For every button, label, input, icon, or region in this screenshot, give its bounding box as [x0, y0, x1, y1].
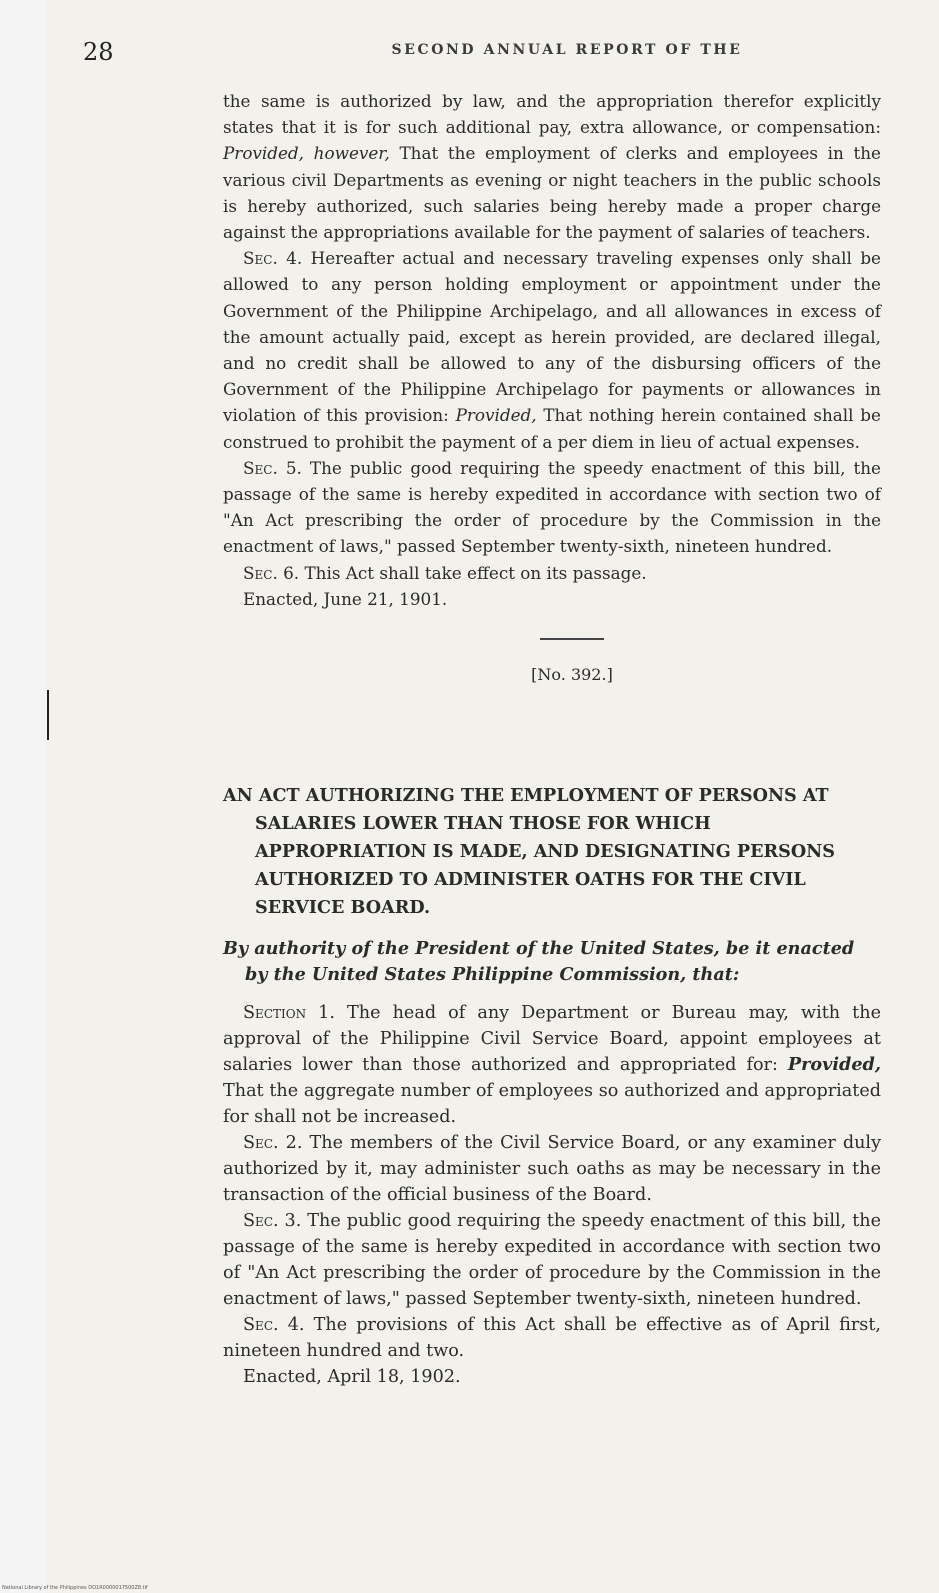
enacted-date: Enacted, April 18, 1902. [243, 1367, 461, 1387]
section-4 [223, 245, 881, 455]
document-page [47, 0, 939, 1593]
section-label: Sec. 4. [243, 1315, 305, 1335]
enacted-date: Enacted, June 21, 1901. [243, 588, 448, 609]
section-5 [223, 455, 881, 560]
section-text: The members of the Civil Service Board, or any examiner duly authorized by it, may administer such oaths as may be necessary in the transaction of the official business of the Board. [223, 1133, 882, 1205]
section-label: Sec. 5. [243, 457, 302, 478]
section-text: This Act shall take effect on its passage. [299, 562, 647, 583]
section-4 [223, 1312, 881, 1364]
section-label: Section 1. [243, 1003, 335, 1023]
section-divider [540, 638, 604, 640]
section-text: Hereafter actual and necessary traveling expenses only shall be allowed to any person holding employment or appointment under the Government of the Philippine Archipelago, and all allowances in excess of the amount actually paid, except as herein provided, are declared illegal, and no credit shall be allowed to any of the disbursing officers of the Government of the Philippine Archipelago for payments or allowances in violation of this provision: [223, 248, 881, 426]
scan-edge-mark [47, 690, 49, 740]
section-label: Sec. 2. [243, 1133, 303, 1153]
act-number: [No. 392.] [531, 665, 613, 685]
provided-phrase: Provided, [787, 1054, 881, 1075]
provided-phrase: Provided, however, [223, 143, 390, 164]
continued-act-text [223, 88, 881, 710]
scan-source-footer: National Library of the Philippines DO1R0000017500Z8.tif [2, 1585, 148, 1591]
section-text: The head of any Department or Bureau may, with the approval of the Philippine Civil Service Board, appoint employees at salaries lower than those authorized and appropriated for: [223, 1003, 881, 1075]
section-3 [223, 1208, 881, 1312]
section-2 [223, 1130, 881, 1208]
section-text: That nothing herein contained shall be construed to prohibit the payment of a per diem in lieu of actual expenses. [223, 405, 881, 452]
section-label: Sec. 3. [243, 1211, 302, 1231]
enacting-clause: By authority of the President of the United States, be it enacted by the United States Philippine Commission, that: [223, 938, 855, 985]
section-text: That the aggregate number of employees so authorized and appropriated for shall not be increased. [223, 1081, 881, 1127]
section-1 [223, 1000, 881, 1130]
section-text: The public good requiring the speedy enactment of this bill, the passage of the same is hereby expedited in accordance with section two of "An Act prescribing the order of procedure by the Commission in the enactment of laws," passed September twenty-sixth, nineteen hundred. [223, 457, 881, 557]
provided-phrase: Provided, [455, 405, 537, 426]
section-text: The public good requiring the speedy enactment of this bill, the passage of the same is hereby expedited in accordance with section two of "An Act prescribing the order of procedure by the Commission in the enactment of laws," passed September twenty-sixth, nineteen hundred. [223, 1211, 882, 1309]
section-label: Sec. 6. [243, 562, 300, 583]
running-header: SECOND ANNUAL REPORT OF THE [391, 42, 743, 58]
section-text: The provisions of this Act shall be effective as of April first, nineteen hundred and two. [223, 1315, 881, 1361]
scan-margin [0, 0, 47, 1593]
act-title: AN ACT AUTHORIZING THE EMPLOYMENT OF PERSONS AT SALARIES LOWER THAN THOSE FOR WHICH APPROPRIATION IS MADE, AND DESIGNATING PERSONS AUTHORIZED TO ADMINISTER OATHS FOR THE CIVIL SERVICE BOARD. [223, 785, 835, 918]
act-392-text [223, 782, 881, 1390]
section-6 [223, 560, 881, 586]
paragraph-text: the same is authorized by law, and the appropriation therefor explicitly states that it is for such additional pay, extra allowance, or compensation: [223, 91, 881, 138]
paragraph-text: That the employment of clerks and employees in the various civil Departments as evening or night teachers in the public schools is hereby authorized, such salaries being hereby made a proper charge against the appropriations available for the payment of salaries of teachers. [223, 143, 881, 243]
section-label: Sec. 4. [243, 248, 303, 269]
page-number: 28 [83, 38, 114, 66]
paragraph [223, 88, 881, 245]
